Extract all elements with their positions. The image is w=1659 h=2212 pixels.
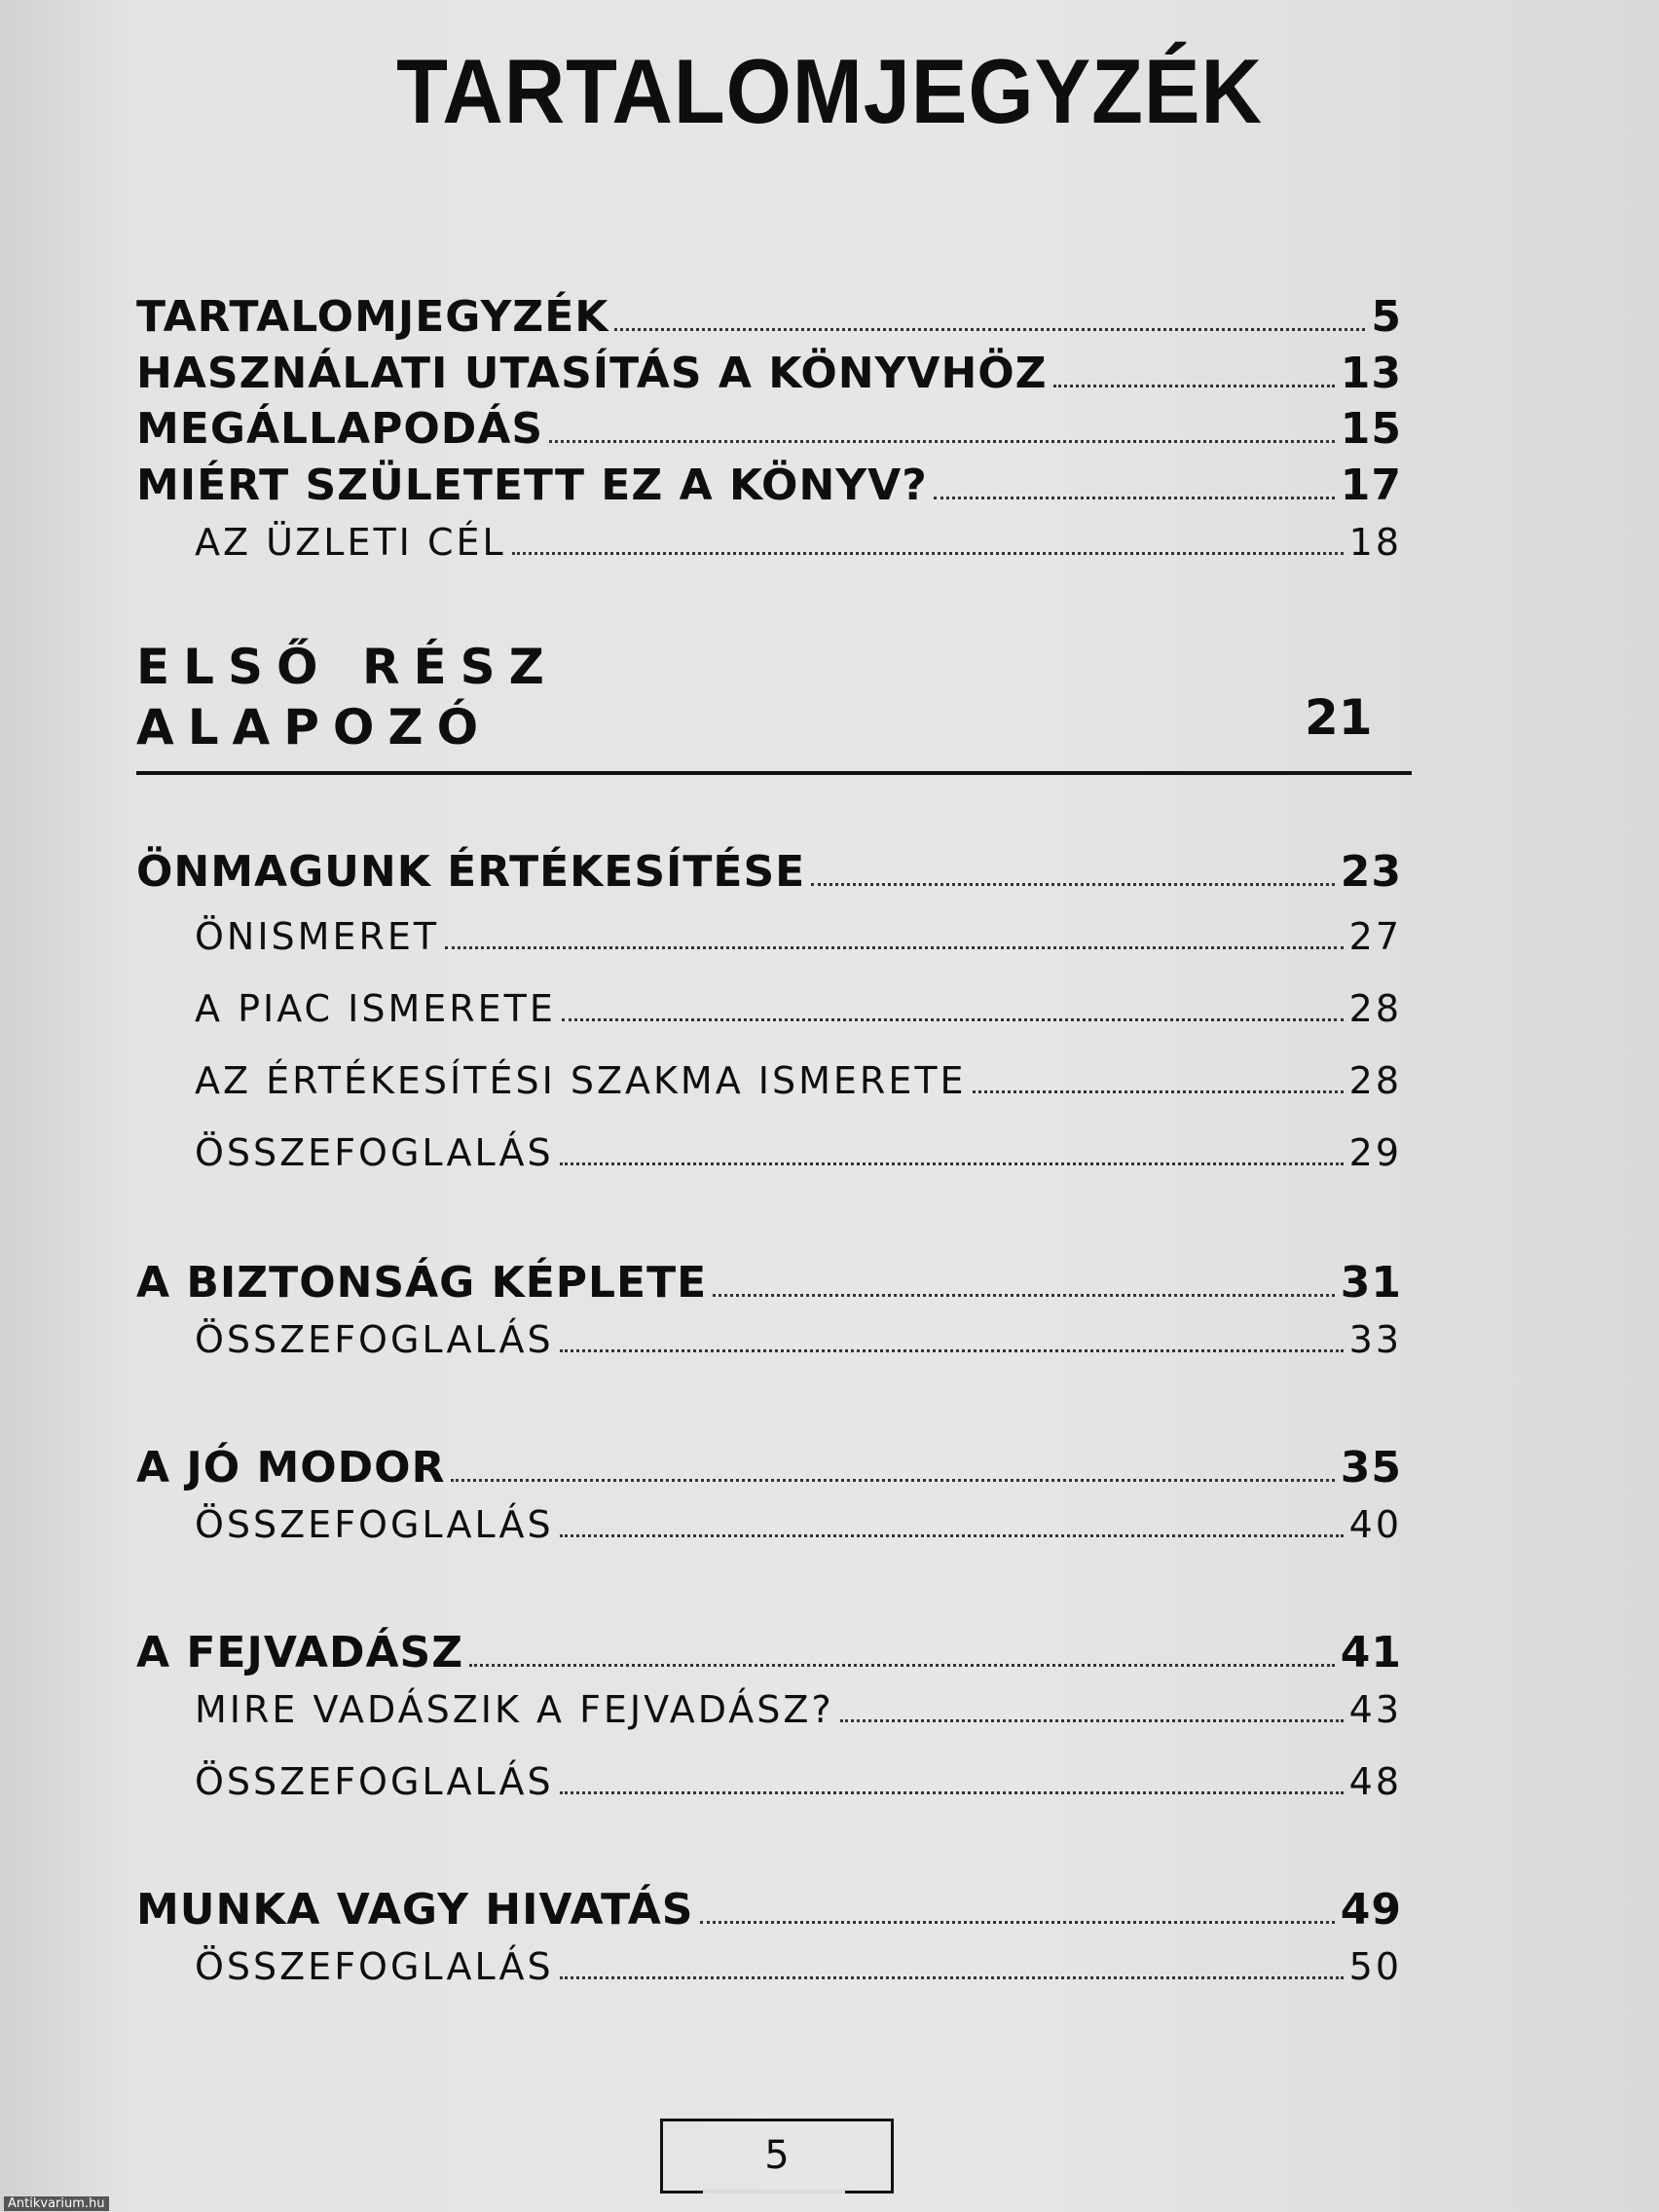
leader-dots [469,1664,1335,1667]
toc-chapter[interactable]: ÖNMAGUNK ÉRTÉKESÍTÉSE 23 [136,847,1402,897]
toc-subentry[interactable]: ÖSSZEFOGLALÁS 40 [195,1503,1402,1546]
toc-subentry[interactable]: A PIAC ISMERETE 28 [195,987,1402,1030]
toc-chapter[interactable]: MUNKA VAGY HIVATÁS 49 [136,1885,1402,1935]
leader-dots [451,1479,1334,1482]
toc-subentry[interactable]: ÖSSZEFOGLALÁS 48 [195,1760,1402,1803]
toc-entry[interactable]: TARTALOMJEGYZÉK 5 [136,292,1402,342]
leader-dots [934,497,1335,499]
leader-dots [700,1921,1335,1924]
toc-subentry[interactable]: AZ ÜZLETI CÉL 18 [195,521,1402,564]
toc-chapter[interactable]: A FEJVADÁSZ 41 [136,1628,1402,1677]
leader-dots [560,1349,1344,1352]
toc-chapter[interactable]: A JÓ MODOR 35 [136,1443,1402,1493]
toc-subentry[interactable]: ÖSSZEFOGLALÁS 33 [195,1318,1402,1361]
footer-rule [845,2191,891,2194]
page-number: 5 [764,2133,790,2178]
footer-rule [660,2191,703,2194]
leader-dots [811,883,1335,886]
leader-dots [512,552,1344,555]
toc-entry[interactable]: MEGÁLLAPODÁS 15 [136,404,1402,454]
leader-dots [1053,385,1335,387]
toc-subentry[interactable]: ÖNISMERET 27 [195,915,1402,958]
leader-dots [562,1018,1344,1021]
leader-dots [560,1791,1344,1794]
part-heading: ELSŐ RÉSZ ALAPOZÓ [136,639,558,756]
leader-dots [973,1090,1344,1093]
leader-dots [549,440,1335,443]
leader-dots [840,1719,1344,1722]
toc-entry[interactable]: MIÉRT SZÜLETETT EZ A KÖNYV? 17 [136,461,1402,510]
leader-dots [713,1294,1335,1297]
leader-dots [560,1534,1344,1537]
toc-subentry[interactable]: ÖSSZEFOGLALÁS 29 [195,1131,1402,1174]
leader-dots [560,1976,1344,1979]
part-page-number: 21 [1305,689,1373,746]
toc-chapter[interactable]: A BIZTONSÁG KÉPLETE 31 [136,1258,1402,1308]
toc-subentry[interactable]: AZ ÉRTÉKESÍTÉSI SZAKMA ISMERETE 28 [195,1059,1402,1102]
toc-subentry[interactable]: ÖSSZEFOGLALÁS 50 [195,1945,1402,1988]
part-divider [136,771,1412,775]
toc-subentry[interactable]: MIRE VADÁSZIK A FEJVADÁSZ? 43 [195,1688,1402,1731]
page-title: TARTALOMJEGYZÉK [396,40,1263,142]
leader-dots [560,1162,1344,1165]
leader-dots [614,328,1365,331]
page-number-box [660,2119,894,2194]
leader-dots [445,946,1344,949]
watermark: Antikvarium.hu [4,2196,109,2211]
toc-entry[interactable]: HASZNÁLATI UTASÍTÁS A KÖNYVHÖZ 13 [136,349,1402,398]
